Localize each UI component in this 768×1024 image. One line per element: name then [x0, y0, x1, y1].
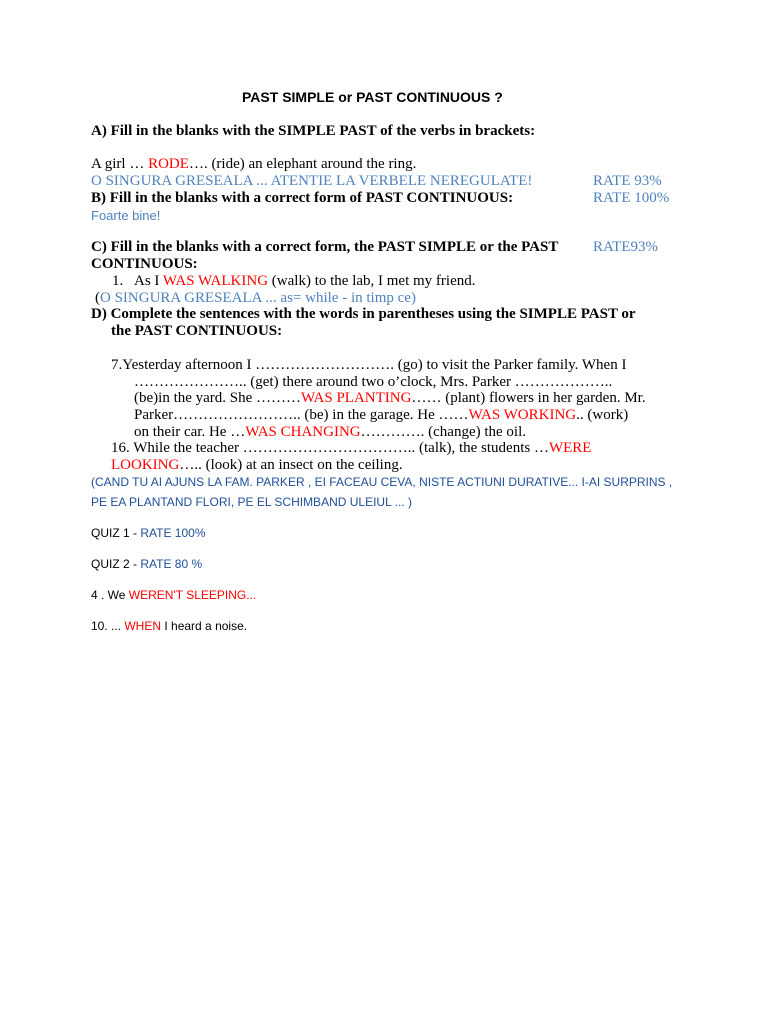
line-text: …………. (change) the oil.: [360, 424, 527, 440]
line-text: (be)in the yard. She ………: [134, 390, 302, 406]
paragraph-7-line3: [134, 390, 646, 407]
paragraph-7-line1: 7.Yesterday afternoon I ………………………. (go) to visit the Parker family. When I: [111, 357, 627, 373]
quiz-label: QUIZ 2 -: [91, 557, 141, 571]
paragraph-7-line4: [134, 407, 628, 424]
item-10-answer: [91, 618, 247, 635]
line-text: on their car. He …: [134, 424, 246, 440]
quiz-label: QUIZ 1 -: [91, 526, 141, 540]
section-c-heading-line2: CONTINUOUS:: [91, 256, 198, 272]
page-title: PAST SIMPLE or PAST CONTINUOUS ?: [242, 89, 503, 105]
section-b-heading: B) Fill in the blanks with a correct form of PAST CONTINUOUS:: [91, 190, 514, 206]
answer-text: WAS WALKING: [162, 273, 269, 289]
paragraph-16-line2: [111, 457, 403, 474]
section-a-feedback: O SINGURA GRESEALA ... ATENTIE LA VERBELE NEREGULATE!: [91, 173, 533, 189]
answer-text: WHEN: [124, 619, 162, 633]
answer-text: WAS WORKING: [468, 407, 577, 423]
section-c-heading-line1: C) Fill in the blanks with a correct form, the PAST SIMPLE or the PAST: [91, 239, 559, 255]
item-prefix: 4 . We: [91, 588, 129, 602]
quiz-1-result: [91, 525, 205, 542]
line-text: Parker…………………….. (be) in the garage. He ……: [134, 407, 469, 423]
answer-text: WAS PLANTING: [301, 390, 412, 406]
section-c-item-number: 1.: [112, 273, 124, 289]
section-a-rate: RATE 93%: [593, 173, 662, 189]
item-suffix: (walk) to the lab, I met my friend.: [268, 273, 476, 289]
quiz-rate: RATE 100%: [140, 526, 206, 540]
section-d-heading-line2: the PAST CONTINUOUS:: [111, 323, 283, 339]
quiz-rate: RATE 80 %: [140, 557, 203, 571]
section-b-feedback: Foarte bine!: [91, 208, 161, 223]
answer-text: WAS CHANGING: [245, 424, 361, 440]
section-a-example: [91, 156, 416, 173]
section-d-feedback-line2: PE EA PLANTAND FLORI, PE EL SCHIMBAND ULEIUL ... ): [91, 495, 412, 509]
paragraph-7-line5: [134, 424, 526, 441]
answer-text: WERE: [548, 440, 592, 456]
line-text: …… (plant) flowers in her garden. Mr.: [411, 390, 646, 406]
note-open-paren: (: [95, 290, 100, 306]
section-a-heading: A) Fill in the blanks with the SIMPLE PAST of the verbs in brackets:: [91, 123, 536, 139]
quiz-2-result: [91, 556, 202, 573]
paragraph-16-line1: [111, 440, 591, 457]
line-text: 16. While the teacher …………………………….. (talk), the students …: [111, 440, 549, 456]
item-4-answer: [91, 587, 256, 604]
item-suffix: I heard a noise.: [161, 619, 248, 633]
section-c-note: [95, 290, 416, 307]
answer-text: LOOKING: [111, 457, 180, 473]
example-prefix: A girl …: [91, 156, 149, 172]
section-d-heading-line1: D) Complete the sentences with the words in parentheses using the SIMPLE PAST or: [91, 306, 636, 322]
item-prefix: As I: [134, 273, 163, 289]
line-text: .. (work): [576, 407, 629, 423]
section-c-item: [134, 273, 475, 290]
answer-text: WEREN'T SLEEPING...: [128, 588, 257, 602]
section-c-rate: RATE93%: [593, 239, 658, 255]
line-text: ….. (look) at an insect on the ceiling.: [179, 457, 403, 473]
section-b-rate: RATE 100%: [593, 190, 670, 206]
note-text: O SINGURA GRESEALA ... as= while - in timp ce): [100, 290, 416, 306]
answer-text: RODE: [148, 156, 189, 172]
paragraph-7-line2: ………………….. (get) there around two o’clock, Mrs. Parker ………………..: [134, 374, 613, 390]
example-suffix: …. (ride) an elephant around the ring.: [188, 156, 417, 172]
item-prefix: 10. ...: [91, 619, 125, 633]
section-d-feedback-line1: (CAND TU AI AJUNS LA FAM. PARKER , EI FACEAU CEVA, NISTE ACTIUNI DURATIVE... I-AI SURPRINS ,: [91, 475, 673, 489]
